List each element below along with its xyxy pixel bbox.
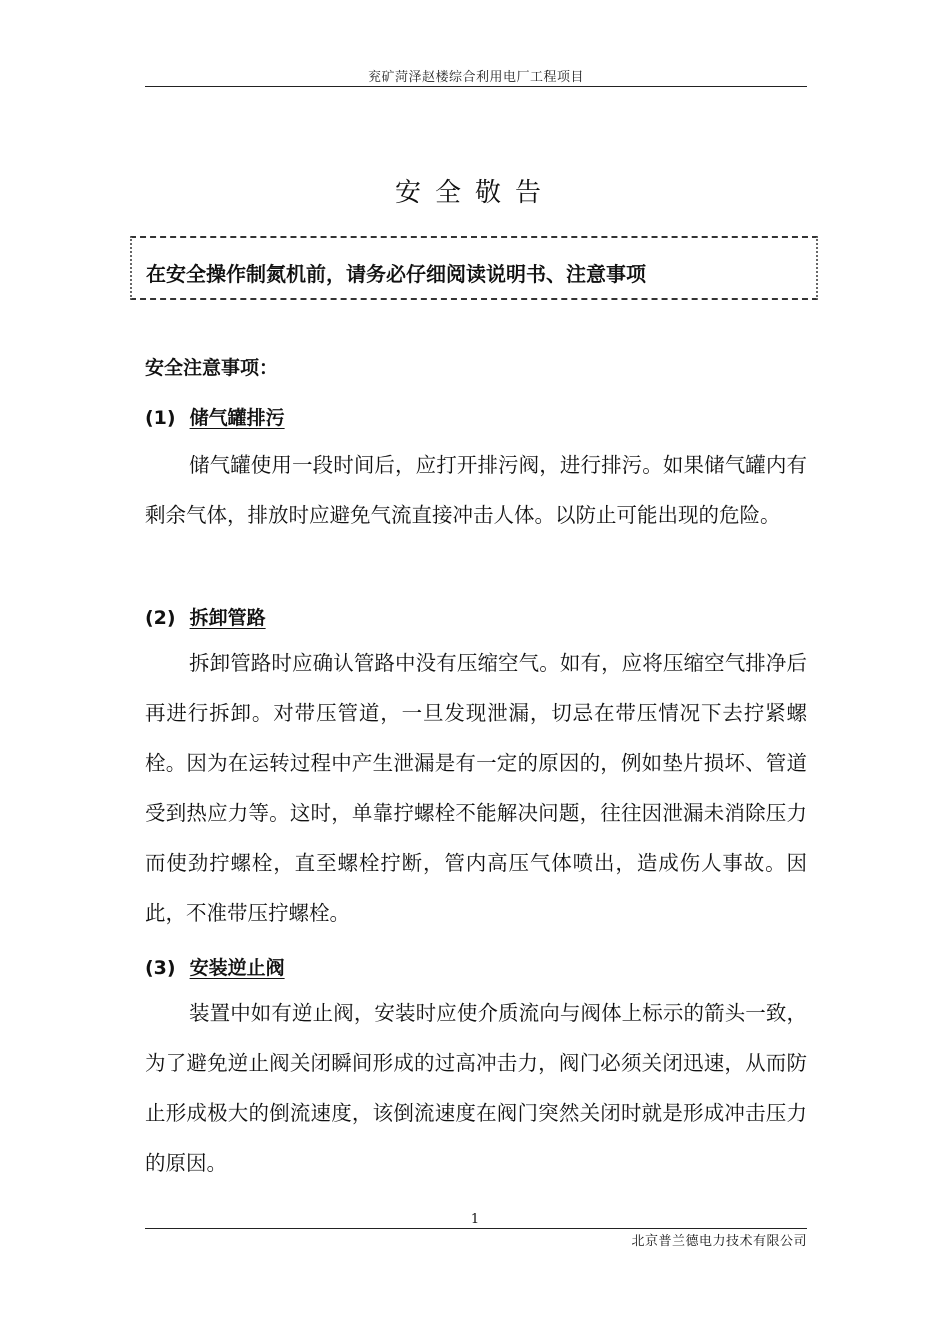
- page-header: 兖矿菏泽赵楼综合利用电厂工程项目: [367, 70, 584, 85]
- footer-rule: [145, 1228, 807, 1229]
- item-number: (2): [145, 607, 176, 629]
- item-body-2: 拆卸管路时应确认管路中没有压缩空气。如有，应将压缩空气排净后再进行拆卸。对带压管道，一旦发现泄漏，切忌在带压情况下去拧紧螺栓。因为在运转过程中产生泄漏是有一定的原因的，例如垫片损坏、管道受到热应力等。这时，单靠拧螺栓不能解决问题，往往因泄漏未消除压力而使劲拧螺栓，直至螺栓拧断，管内高压气体喷出，造成伤人事故。因此，不准带压拧螺栓。: [145, 651, 807, 925]
- page-number: 1: [470, 1212, 480, 1227]
- item-number: (1): [145, 407, 176, 429]
- document-title: 安全敬告: [394, 178, 555, 208]
- item-label: 拆卸管路: [189, 607, 266, 629]
- footer-company: 北京普兰德电力技术有限公司: [631, 1234, 807, 1249]
- item-number: (3): [145, 957, 176, 979]
- warning-box: [130, 236, 818, 300]
- item-heading-1: [145, 403, 285, 430]
- item-label: 储气罐排污: [189, 407, 285, 429]
- item-heading-2: [145, 603, 266, 630]
- warning-text: 在安全操作制氮机前，请务必仔细阅读说明书、注意事项: [146, 262, 646, 286]
- header-rule: [145, 86, 807, 87]
- section-heading: 安全注意事项：: [145, 357, 279, 379]
- item-label: 安装逆止阀: [189, 957, 285, 979]
- item-heading-3: [145, 953, 285, 980]
- item-body-1: 储气罐使用一段时间后，应打开排污阀，进行排污。如果储气罐内有剩余气体，排放时应避免气流直接冲击人体。以防止可能出现的危险。: [145, 453, 807, 527]
- item-body-3: 装置中如有逆止阀，安装时应使介质流向与阀体上标示的箭头一致，为了避免逆止阀关闭瞬间形成的过高冲击力，阀门必须关闭迅速，从而防止形成极大的倒流速度，该倒流速度在阀门突然关闭时就是形成冲击压力的原因。: [145, 1001, 807, 1175]
